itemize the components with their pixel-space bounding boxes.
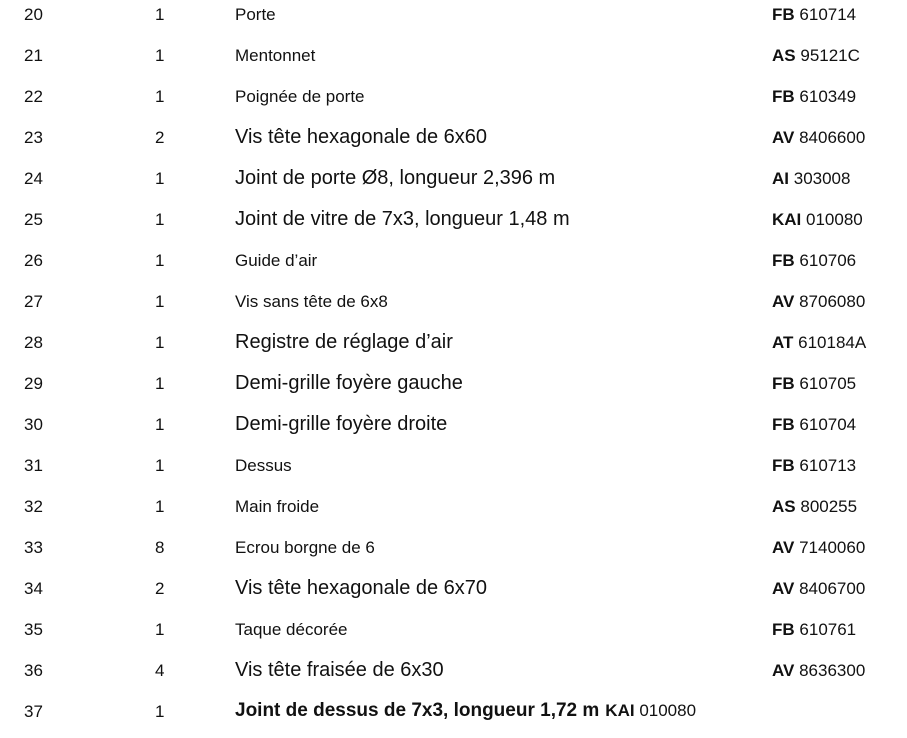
item-number: 25 (24, 210, 43, 229)
reference-prefix: FB (772, 374, 795, 393)
reference-prefix: AV (772, 538, 795, 557)
reference-code: 610184A (798, 333, 867, 352)
reference-code: 610713 (799, 456, 857, 475)
item-quantity: 2 (155, 579, 165, 598)
item-description: Guide d’air (235, 251, 318, 270)
item-reference (772, 661, 865, 681)
table-row (0, 246, 907, 287)
item-number: 34 (24, 579, 43, 598)
item-quantity: 1 (155, 702, 165, 721)
item-reference (772, 128, 865, 148)
item-number: 31 (24, 456, 43, 475)
item-reference (772, 292, 865, 312)
table-row (0, 164, 907, 205)
reference-prefix: FB (772, 456, 795, 475)
item-reference (772, 210, 863, 230)
item-quantity: 4 (155, 661, 165, 680)
reference-code: 8406700 (799, 579, 866, 598)
item-description: Main froide (235, 497, 320, 516)
item-number: 24 (24, 169, 43, 188)
item-number: 28 (24, 333, 43, 352)
item-reference (772, 620, 856, 640)
item-number: 37 (24, 702, 43, 721)
item-reference (772, 333, 866, 353)
table-row (0, 697, 907, 738)
item-description: Joint de vitre de 7x3, longueur 1,48 m (235, 208, 570, 230)
item-reference (772, 46, 860, 66)
item-quantity: 1 (155, 374, 165, 393)
table-row (0, 410, 907, 451)
reference-prefix: AV (772, 579, 795, 598)
item-description: Vis tête hexagonale de 6x70 (235, 577, 488, 599)
item-quantity: 1 (155, 292, 165, 311)
item-description: Demi-grille foyère gauche (235, 372, 463, 394)
reference-code: 610761 (799, 620, 857, 639)
reference-code: 610714 (799, 5, 857, 24)
table-row (0, 328, 907, 369)
item-quantity: 1 (155, 87, 165, 106)
item-description: Demi-grille foyère droite (235, 413, 448, 435)
reference-code: 610705 (799, 374, 857, 393)
table-row (0, 615, 907, 656)
item-reference (605, 701, 696, 720)
reference-prefix: AV (772, 128, 795, 147)
table-row (0, 123, 907, 164)
item-reference (772, 538, 865, 558)
reference-prefix: FB (772, 415, 795, 434)
item-number: 27 (24, 292, 43, 311)
reference-code: 303008 (793, 169, 851, 188)
reference-code: 8706080 (799, 292, 866, 311)
item-quantity: 1 (155, 210, 165, 229)
reference-prefix: FB (772, 5, 795, 24)
item-number: 29 (24, 374, 43, 393)
reference-code: 010080 (806, 210, 863, 229)
item-number: 36 (24, 661, 43, 680)
item-description: Registre de réglage d’air (235, 331, 453, 353)
item-number: 30 (24, 415, 43, 434)
item-quantity: 2 (155, 128, 165, 147)
item-description: Vis sans tête de 6x8 (235, 292, 388, 311)
item-quantity: 1 (155, 333, 165, 352)
item-quantity: 1 (155, 456, 165, 475)
reference-prefix: KAI (605, 701, 635, 720)
item-quantity: 1 (155, 5, 165, 24)
table-row (0, 369, 907, 410)
reference-code: 010080 (639, 701, 697, 720)
reference-prefix: KAI (772, 210, 802, 229)
reference-prefix: AI (772, 169, 789, 188)
reference-code: 95121C (800, 46, 860, 65)
item-number: 35 (24, 620, 43, 639)
reference-code: 7140060 (799, 538, 866, 557)
item-quantity: 1 (155, 415, 165, 434)
item-number: 23 (24, 128, 43, 147)
item-reference (772, 579, 865, 599)
item-quantity: 1 (155, 497, 165, 516)
table-row (0, 41, 907, 82)
reference-code: 8636300 (799, 661, 866, 680)
item-quantity: 1 (155, 46, 165, 65)
item-description: Vis tête fraisée de 6x30 (235, 659, 444, 681)
table-row (0, 451, 907, 492)
item-quantity: 1 (155, 620, 165, 639)
item-reference (772, 497, 857, 517)
reference-prefix: AV (772, 661, 795, 680)
item-quantity: 8 (155, 538, 165, 557)
table-row (0, 656, 907, 697)
item-description: Vis tête hexagonale de 6x60 (235, 126, 488, 148)
item-number: 21 (24, 46, 43, 65)
item-quantity: 1 (155, 169, 165, 188)
item-description: Poignée de porte (235, 87, 365, 106)
reference-code: 8406600 (799, 128, 866, 147)
table-row (0, 533, 907, 574)
reference-code: 610349 (799, 87, 857, 106)
item-quantity: 1 (155, 251, 165, 270)
item-number: 32 (24, 497, 43, 516)
table-row (0, 205, 907, 246)
item-reference (772, 87, 856, 107)
reference-prefix: FB (772, 87, 795, 106)
reference-code: 800255 (800, 497, 858, 516)
reference-code: 610706 (799, 251, 857, 270)
item-description: Taque décorée (235, 620, 348, 639)
reference-prefix: AV (772, 292, 795, 311)
reference-prefix: AS (772, 497, 796, 516)
item-description: Joint de dessus de 7x3, longueur 1,72 m (235, 700, 600, 721)
item-reference (772, 456, 856, 476)
table-row (0, 492, 907, 533)
item-reference (772, 5, 856, 25)
reference-prefix: FB (772, 620, 795, 639)
reference-prefix: FB (772, 251, 795, 270)
item-description-with-reference (235, 700, 696, 722)
reference-prefix: AT (772, 333, 794, 352)
item-description: Dessus (235, 456, 292, 475)
item-description: Joint de porte Ø8, longueur 2,396 m (235, 167, 556, 189)
item-number: 33 (24, 538, 43, 557)
table-row (0, 287, 907, 328)
item-description: Mentonnet (235, 46, 316, 65)
item-reference (772, 415, 856, 435)
table-row (0, 574, 907, 615)
item-number: 26 (24, 251, 43, 270)
reference-prefix: AS (772, 46, 796, 65)
item-reference (772, 251, 856, 271)
item-description: Ecrou borgne de 6 (235, 538, 375, 557)
reference-code: 610704 (799, 415, 857, 434)
table-row (0, 82, 907, 123)
item-reference (772, 169, 850, 189)
item-number: 20 (24, 5, 43, 24)
table-row (0, 0, 907, 41)
item-description: Porte (235, 5, 276, 24)
item-number: 22 (24, 87, 43, 106)
item-reference (772, 374, 856, 394)
